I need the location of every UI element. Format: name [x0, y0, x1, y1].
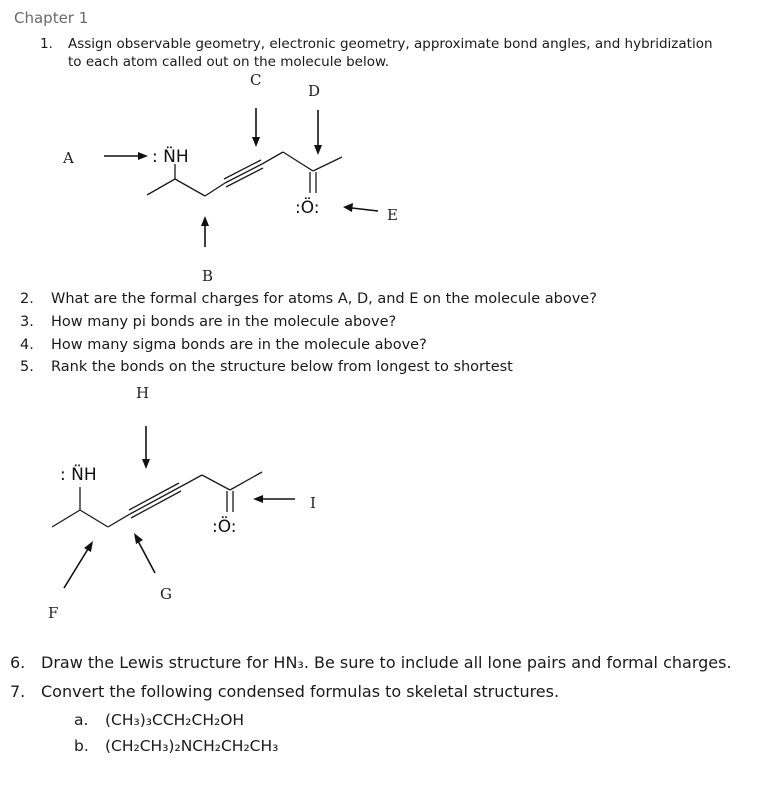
label-h: H — [136, 384, 150, 402]
question-text: Draw the Lewis structure for HN₃. Be sure to include all lone pairs and formal charges. — [41, 653, 732, 672]
bond — [230, 472, 262, 490]
atom-nh: : N̈H — [60, 465, 97, 485]
arrow-h — [142, 426, 150, 469]
question-1-line-2: to each atom called out on the molecule below. — [68, 54, 390, 70]
bond — [108, 514, 130, 527]
atom-o: :Ö: — [295, 198, 320, 218]
question-number: 2. — [20, 291, 34, 307]
subitem-letter: b. — [74, 737, 89, 755]
question-1-number: 1. — [40, 36, 53, 52]
label-c: C — [250, 71, 262, 89]
question-number: 7. — [10, 682, 26, 701]
label-b: B — [202, 267, 214, 285]
question-number: 3. — [20, 314, 34, 330]
arrow-f — [64, 541, 93, 588]
bond — [180, 475, 202, 487]
bond — [52, 510, 80, 527]
label-a: A — [63, 149, 74, 167]
question-1-line-1: Assign observable geometry, electronic geometry, approximate bond angles, and hybridization — [68, 36, 713, 52]
label-i: I — [310, 494, 316, 512]
subitem-formula: (CH₂CH₃)₂NCH₂CH₂CH₃ — [105, 737, 279, 755]
label-e: E — [387, 206, 398, 224]
question-text: How many pi bonds are in the molecule above? — [51, 314, 397, 330]
triple-bond-line — [130, 487, 180, 514]
subitem-letter: a. — [74, 711, 89, 729]
label-d: D — [308, 82, 321, 100]
label-g: G — [160, 585, 172, 603]
arrow-g — [134, 533, 155, 573]
label-f: F — [48, 604, 59, 622]
atom-nh: : N̈H — [152, 147, 189, 167]
chapter-title: Chapter 1 — [14, 9, 89, 27]
question-number: 6. — [10, 653, 26, 672]
question-number: 4. — [20, 337, 34, 353]
bond — [80, 510, 108, 527]
question-number: 5. — [20, 359, 34, 375]
question-text: Rank the bonds on the structure below from longest to shortest — [51, 359, 513, 375]
arrow-i — [253, 495, 295, 503]
question-text: What are the formal charges for atoms A, D, and E on the molecule above? — [51, 291, 597, 307]
atom-o: :Ö: — [212, 517, 237, 537]
subitem-formula: (CH₃)₃CCH₂CH₂OH — [105, 711, 245, 729]
bond — [202, 475, 230, 490]
question-text: Convert the following condensed formulas to skeletal structures. — [41, 682, 560, 701]
question-text: How many sigma bonds are in the molecule above? — [51, 337, 427, 353]
